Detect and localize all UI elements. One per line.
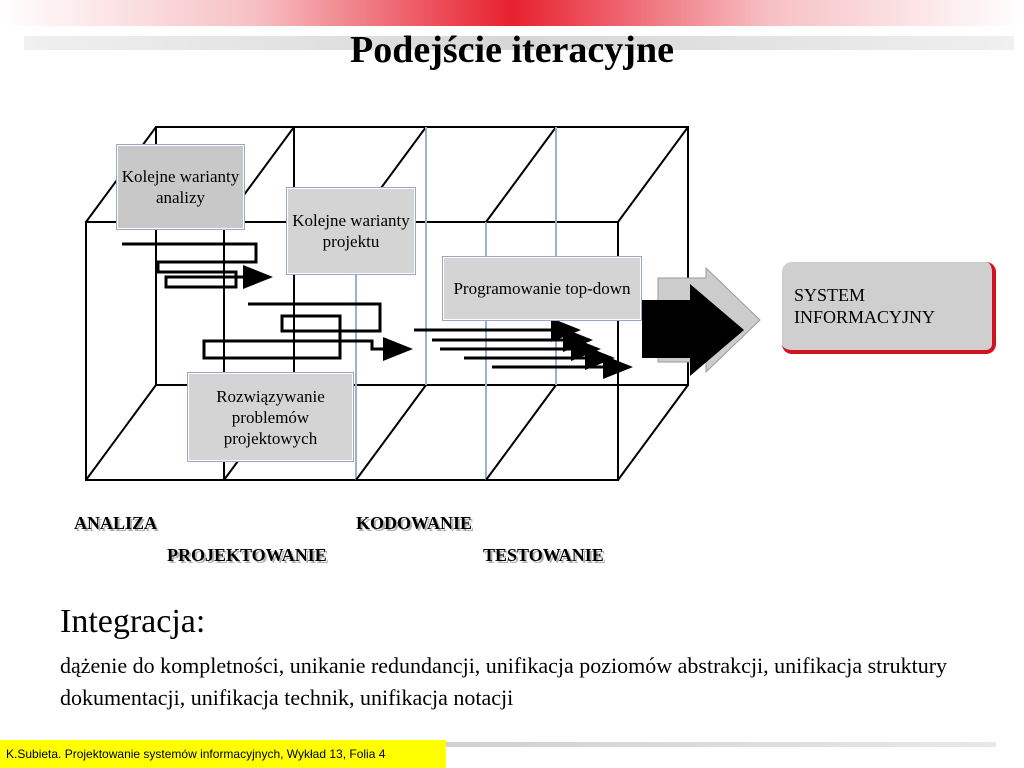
box-problem-solving: Rozwiązywanie problemów projektowych xyxy=(188,373,353,461)
frame-edge-bottom-right xyxy=(618,385,688,480)
big-output-arrow xyxy=(642,268,760,376)
phase-label-analiza: ANALIZA xyxy=(74,513,158,533)
box-analysis-variants: Kolejne warianty analizy xyxy=(117,145,244,229)
footer-divider xyxy=(430,742,996,747)
slide-title: Podejście iteracyjne xyxy=(350,29,674,71)
phase-label-testowanie: TESTOWANIE xyxy=(483,545,604,565)
iteration-flow-design xyxy=(204,304,410,358)
flow-arrow-design xyxy=(204,304,410,358)
system-informacyjny-box: SYSTEM INFORMACYJNY xyxy=(782,262,996,354)
box-programming-top-down: Programowanie top-down xyxy=(443,257,641,320)
iteration-flow-analysis xyxy=(122,244,270,287)
programming-arrows xyxy=(414,330,630,367)
integration-text: dążenie do kompletności, unikanie redundancji, unifikacja poziomów abstrakcji, unifikacja struktury dokumentacji, unifikacja technik, unifikacja notacji xyxy=(60,653,948,710)
box-design-variants: Kolejne warianty projektu xyxy=(287,188,415,274)
integration-heading: Integracja: xyxy=(60,603,206,640)
phase-label-kodowanie: KODOWANIE xyxy=(356,513,473,533)
phase-label-projektowanie: PROJEKTOWANIE xyxy=(167,545,327,565)
frame-edge-top-right xyxy=(618,127,688,222)
frame-edge-bottom-left xyxy=(86,385,156,480)
slide-footer: K.Subieta. Projektowanie systemów informacyjnych, Wykład 13, Folia 4 xyxy=(0,740,446,768)
flow-arrow-analysis xyxy=(122,244,270,287)
